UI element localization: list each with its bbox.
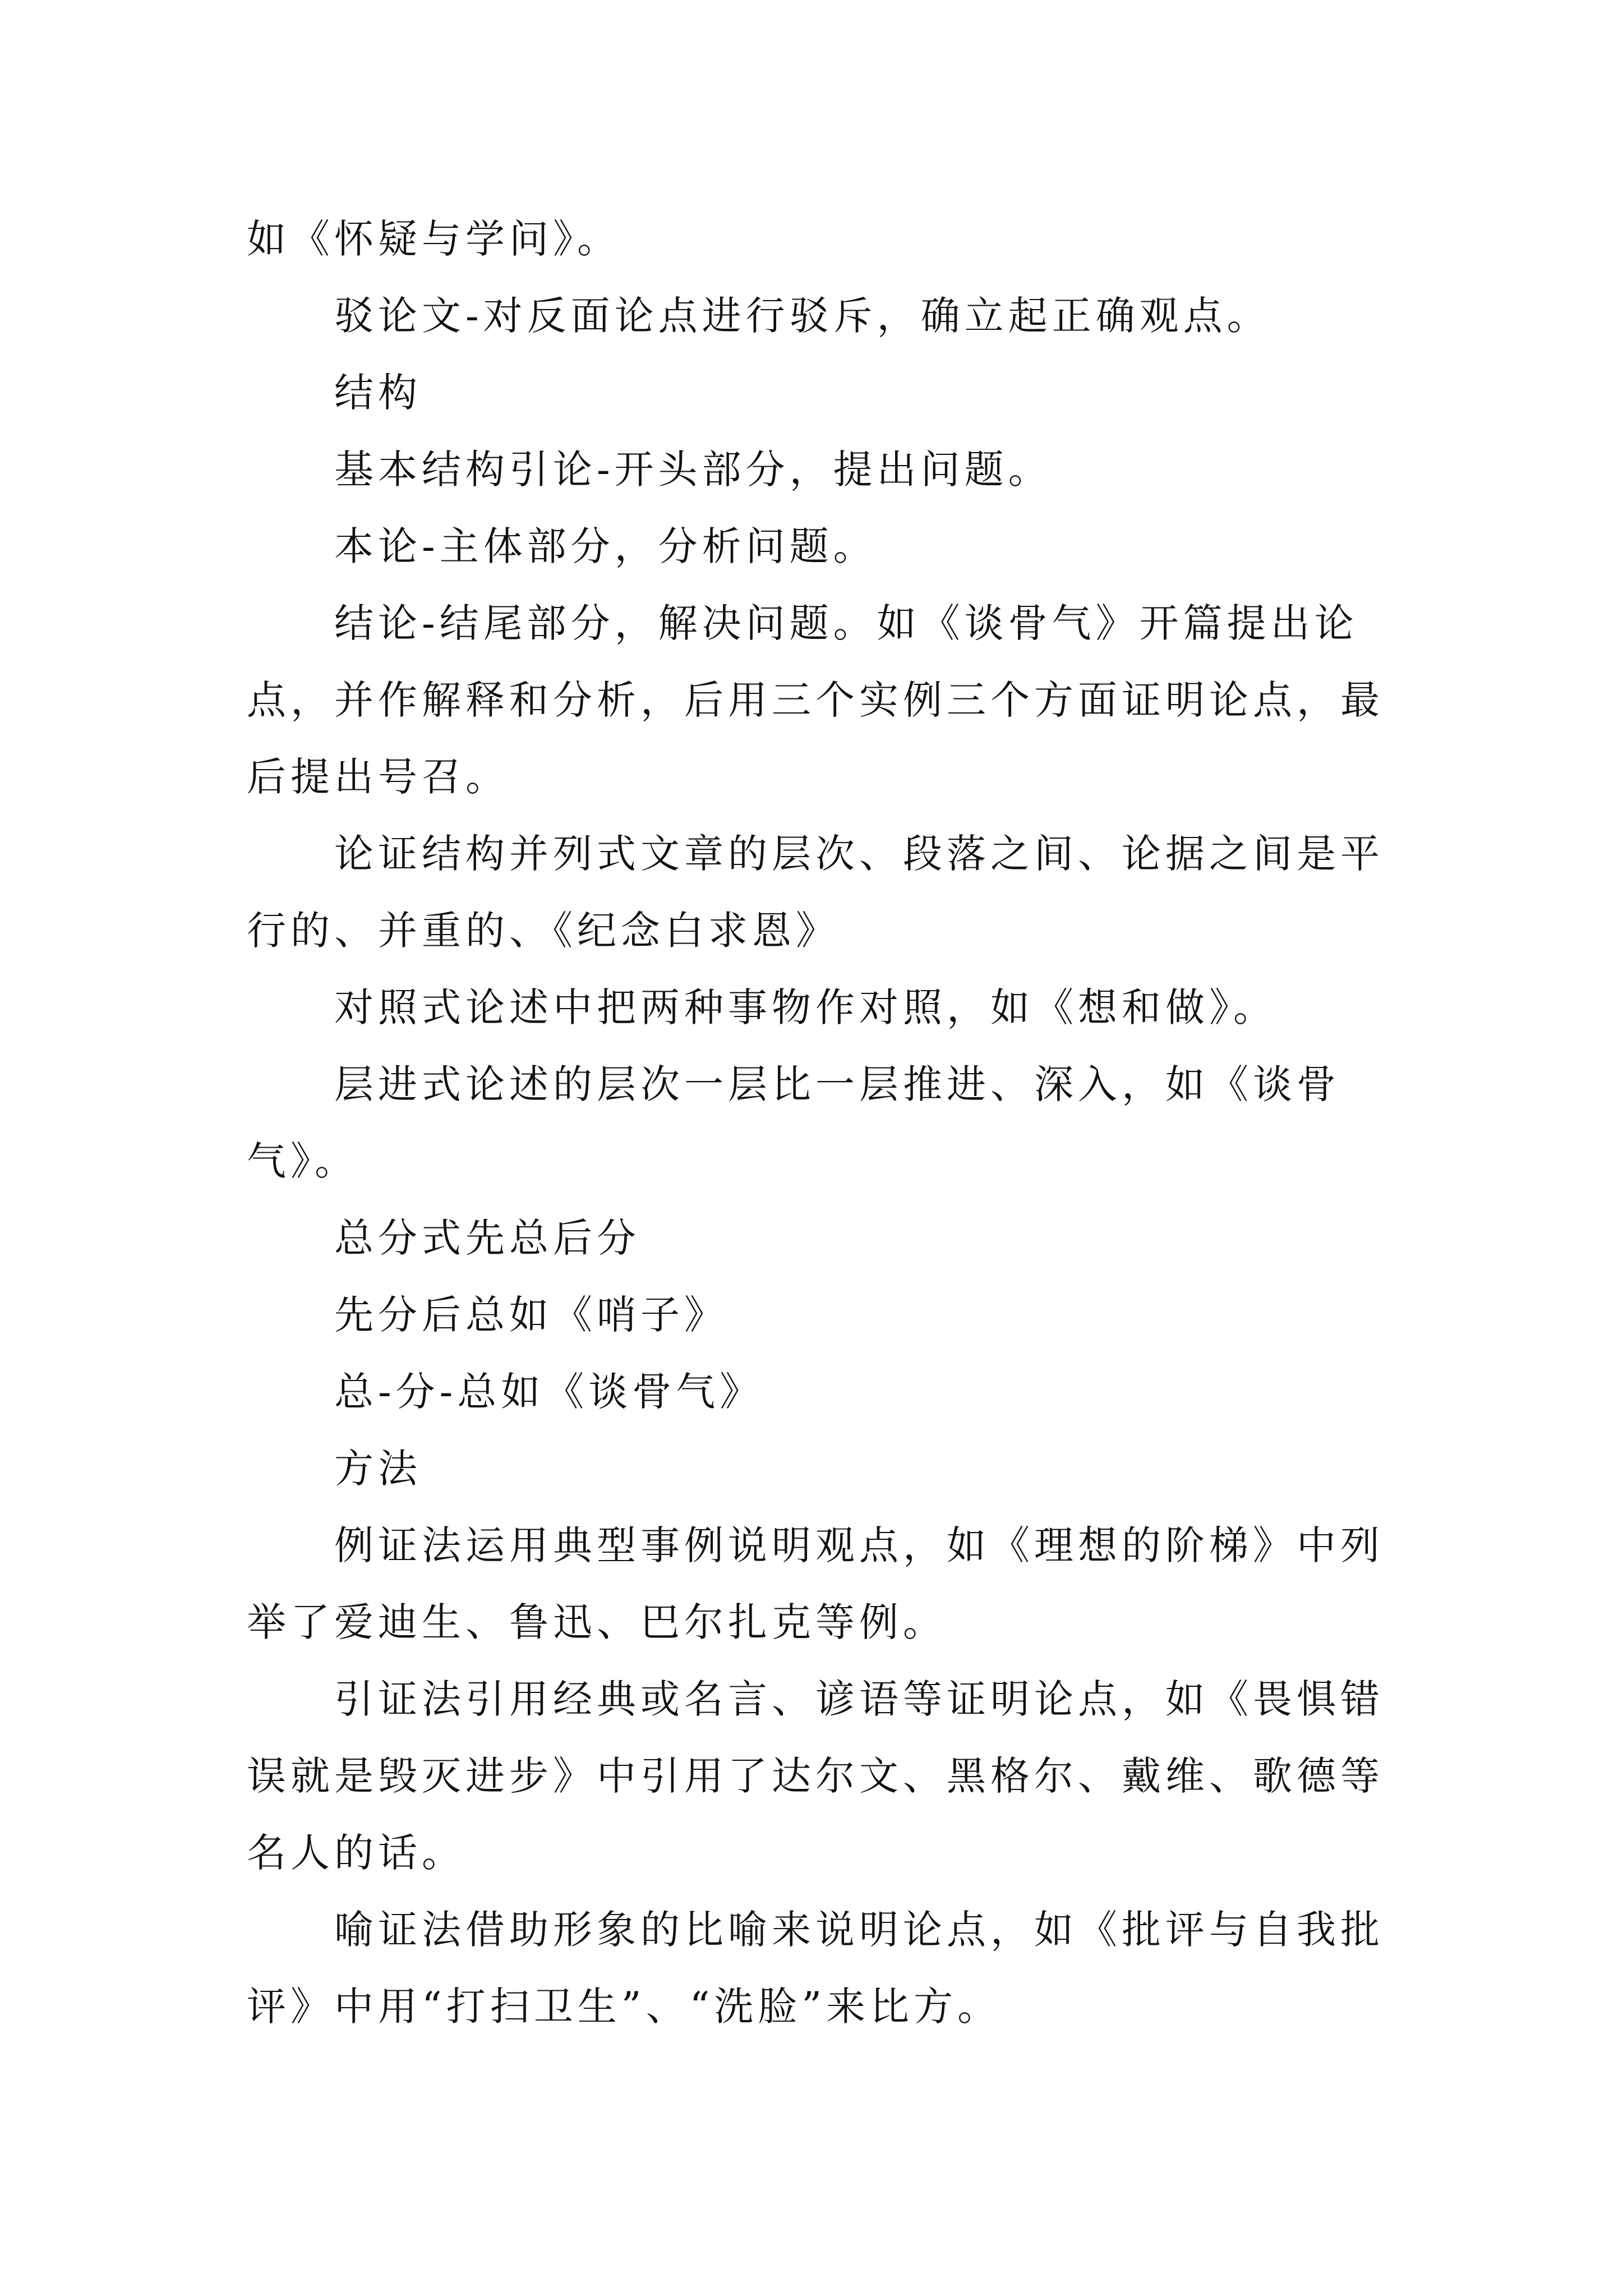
section-heading: 结构 [334, 370, 422, 416]
document-body [247, 201, 1391, 2045]
paragraph: 总-分-总如《谈骨气》 [334, 1369, 764, 1415]
paragraph: 本论-主体部分，分析问题。 [334, 523, 877, 569]
paragraph: 对照式论述中把两种事物作对照，如《想和做》。 [334, 984, 1277, 1030]
paragraph: 先分后总如《哨子》 [334, 1292, 728, 1338]
paragraph: 层进式论述的层次一层比一层推进、深入，如《谈骨气》。 [247, 1061, 1340, 1184]
paragraph: 例证法运用典型事例说明观点，如《理想的阶梯》中列举了爱迪生、鲁迅、巴尔扎克等例。 [247, 1522, 1384, 1645]
paragraph: 喻证法借助形象的比喻来说明论点，如《批评与自我批评》中用“打扫卫生”、“洗脸”来比方。 [247, 1907, 1384, 2030]
paragraph: 引证法引用经典或名言、谚语等证明论点，如《畏惧错误就是毁灭进步》中引用了达尔文、黑格尔、戴维、歌德等名人的话。 [247, 1676, 1384, 1876]
paragraph: 结论-结尾部分，解决问题。如《谈骨气》开篇提出论点，并作解释和分析，后用三个实例三个方面证明论点，最后提出号召。 [247, 600, 1384, 800]
paragraph: 论证结构并列式文章的层次、段落之间、论据之间是平行的、并重的、《纪念白求恩》 [247, 831, 1384, 954]
paragraph: 如《怀疑与学问》。 [247, 216, 621, 262]
paragraph: 基本结构引论-开头部分，提出问题。 [334, 447, 1052, 493]
section-heading: 方法 [334, 1446, 422, 1492]
paragraph: 总分式先总后分 [334, 1215, 640, 1261]
paragraph: 驳论文-对反面论点进行驳斥，确立起正确观点。 [334, 293, 1271, 339]
